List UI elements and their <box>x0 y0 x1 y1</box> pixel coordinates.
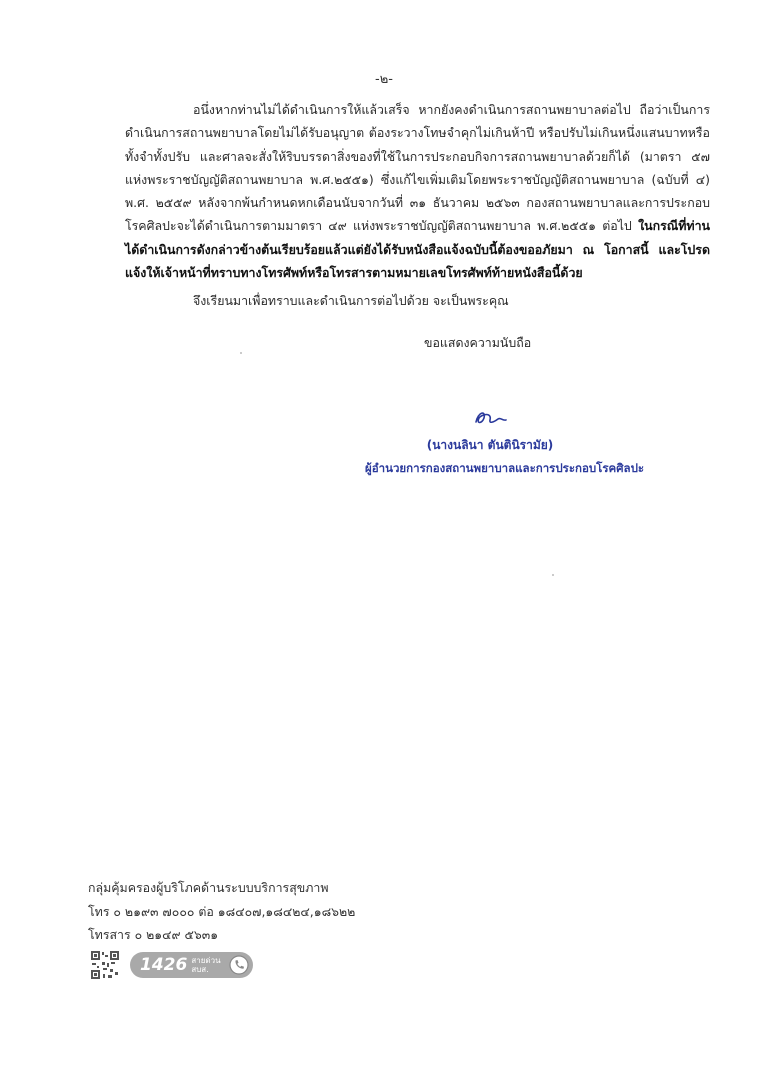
paragraph-1-text: อนึ่งหากท่านไม่ได้ดำเนินการให้แล้วเสร็จ หากยังคงดำเนินการสถานพยาบาลต่อไป ถือว่าเป็นการดำเนินการสถานพยาบาลโดยไม่ได้รับอนุญาต ต้องระวางโทษจำคุกไม่เกินห้าปี หรือปรับไม่เกินหนึ่งแสนบาทหรือทั้งจำทั้งปรับ และศาลจะสั่งให้ริบบรรดาสิ่งของที่ใช้ในการประกอบกิจการสถานพยาบาลด้วยก็ได้ (มาตรา ๕๗ แห่งพระราชบัญญัติสถานพยาบาล พ.ศ.๒๕๕๑) ซึ่งแก้ไขเพิ่มเติมโดยพระราชบัญญัติสถานพยาบาล (ฉบับที่ ๔) พ.ศ. ๒๕๕๙ หลังจากพ้นกำหนดหกเดือนนับจากวันที่ ๓๑ ธันวาคม ๒๕๖๓ กองสถานพยาบาลและการประกอบโรคศิลปะจะได้ดำเนินการตามมาตรา ๔๙ แห่งพระราชบัญญัติสถานพยาบาล พ.ศ.๒๕๕๑ ต่อไป <box>125 102 710 234</box>
footer-fax: โทรสาร ๐ ๒๑๔๙ ๕๖๓๑ <box>88 927 219 942</box>
footer-phone: โทร ๐ ๒๑๙๓ ๗๐๐๐ ต่อ ๑๘๔๐๗,๑๘๔๒๔,๑๘๖๒๒ <box>88 903 356 919</box>
paragraph-1-bold-text: ในกรณีที่ท่านได้ดำเนินการดังกล่าวข้างต้นเรียบร้อยแล้วแต่ยังได้รับหนังสือแจ้งฉบับนี้ต้องขออภัยมา ณ โอกาสนี้ และโปรดแจ้งให้เจ้าหน้าที่ทราบทางโทรศัพท์หรือโทรสารตามหมายเลขโทรศัพท์ท้ายหนังสือนี้ด้วย <box>125 218 710 281</box>
qr-code-icon <box>90 950 120 980</box>
signer-name: นางนลินา ตันตินิรามัย <box>432 438 548 452</box>
paragraph-1 <box>125 98 710 284</box>
hotline-badge <box>130 952 253 978</box>
scan-speck <box>552 574 554 576</box>
closing-line: จึงเรียนมาเพื่อทราบและดำเนินการต่อไปด้วย จะเป็นพระคุณ <box>193 293 509 308</box>
hotline-label: สายด่วน สบส. <box>191 956 221 974</box>
body-text <box>125 98 710 284</box>
regards: ขอแสดงความนับถือ <box>424 335 532 350</box>
footer-department: กลุ่มคุ้มครองผู้บริโภคด้านระบบบริการสุขภาพ <box>88 880 329 895</box>
signer-close-paren: ) <box>547 438 554 452</box>
hotline-number: 1426 <box>140 955 188 975</box>
signer-name-line <box>0 436 768 455</box>
page-number: -๒- <box>375 72 393 87</box>
scan-speck <box>240 352 242 354</box>
signer-title: ผู้อำนวยการกองสถานพยาบาลและการประกอบโรคศิลปะ <box>365 461 645 475</box>
signer-open-paren: ( <box>426 438 433 452</box>
signature <box>470 402 530 430</box>
phone-icon <box>229 955 249 975</box>
footer-logos <box>90 950 253 980</box>
footer-contact <box>88 876 355 947</box>
